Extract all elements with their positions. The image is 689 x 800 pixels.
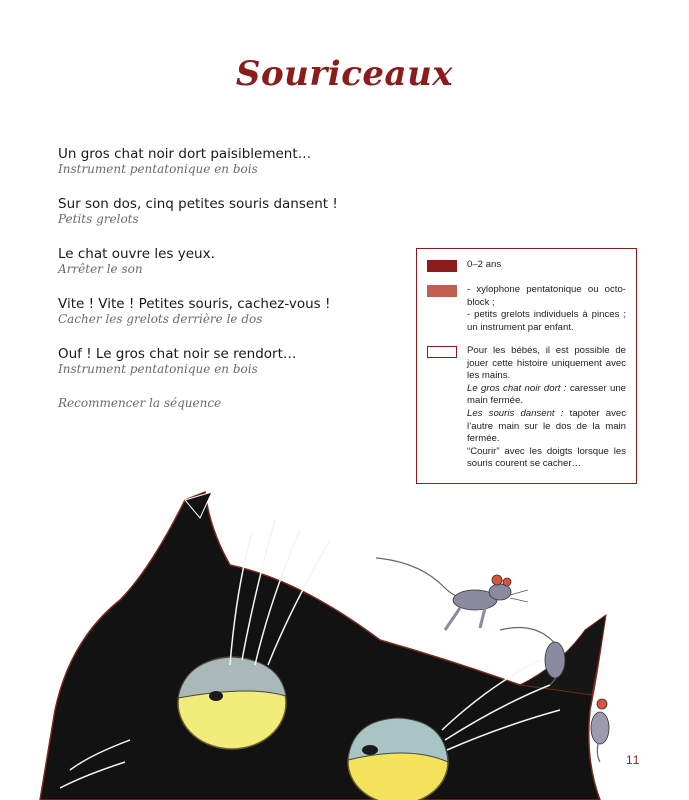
babies-item-2 <box>467 408 626 446</box>
mouse-running <box>376 558 528 630</box>
page-number: 11 <box>626 753 641 767</box>
babies-swatch <box>427 346 457 358</box>
babies-item-2-label: Les souris dansent : <box>467 407 564 419</box>
babies-item-3: “Courir” avec les doigts lorsque les souris courent se cacher… <box>467 445 626 470</box>
babies-item-1 <box>467 383 626 408</box>
babies-intro: Pour les bébés, il est possible de jouer cette histoire uniquement avec les mains. <box>467 345 626 382</box>
stanza-instruction: Petits grelots <box>58 212 139 226</box>
stanza-text: Vite ! Vite ! Petites souris, cachez-vous ! <box>58 296 331 312</box>
cat-illustration <box>0 470 689 800</box>
rhyme-stanzas <box>58 146 418 410</box>
materials-line-1: - xylophone pentatonique ou octo-block ; <box>467 284 626 308</box>
stanza-3 <box>58 246 418 277</box>
cat-pupil-left <box>209 691 223 701</box>
cat-pupil-right <box>362 745 378 755</box>
age-swatch <box>427 260 457 272</box>
babies-item-2-text: tapoter avec l’autre main sur le dos de la main fermée. <box>467 407 626 445</box>
mouse-peeking <box>591 699 609 762</box>
babies-item-1-text: caresser une main fermée. <box>467 382 627 407</box>
stanza-instruction: Instrument pentatonique en bois <box>58 162 258 176</box>
repeat-note: Recommencer la séquence <box>58 396 222 410</box>
materials-swatch <box>427 285 457 297</box>
stanza-4 <box>58 296 418 327</box>
stanza-text: Le chat ouvre les yeux. <box>58 246 215 262</box>
stanza-text: Sur son dos, cinq petites souris dansent ! <box>58 196 338 212</box>
babies-item-1-label: Le gros chat noir dort : <box>467 382 567 394</box>
stanza-instruction: Instrument pentatonique en bois <box>58 362 258 376</box>
stanza-instruction: Cacher les grelots derrière le dos <box>58 312 263 326</box>
age-label: 0–2 ans <box>467 259 502 270</box>
info-box <box>416 248 637 484</box>
stanza-text: Un gros chat noir dort paisiblement… <box>58 146 312 162</box>
materials-text <box>467 284 626 334</box>
babies-text <box>467 345 626 471</box>
stanza-2 <box>58 196 418 227</box>
cat-head <box>40 492 605 800</box>
stanza-text: Ouf ! Le gros chat noir se rendort… <box>58 346 297 362</box>
stanza-instruction: Arrêter le son <box>58 262 143 276</box>
materials-line-2: - petits grelots individuels à pinces ; un instrument par enfant. <box>467 309 626 333</box>
stanza-1 <box>58 146 418 177</box>
page-title: Souriceaux <box>235 54 454 94</box>
stanza-5 <box>58 346 418 377</box>
